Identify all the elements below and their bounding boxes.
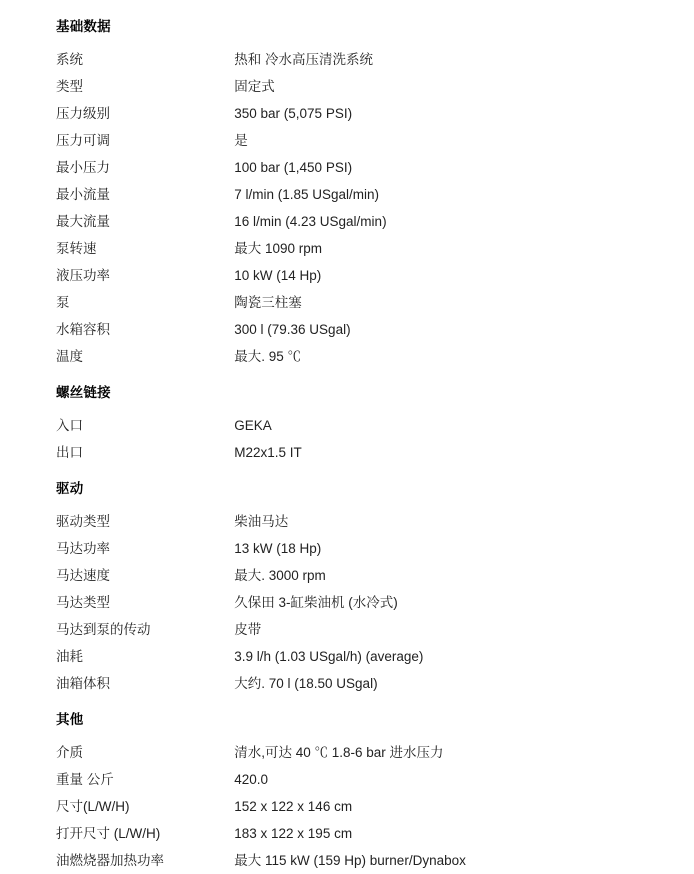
spec-row <box>0 820 694 847</box>
spec-value: 420.0 <box>234 772 269 787</box>
spec-label: 最大流量 <box>56 214 110 229</box>
spec-row <box>0 100 694 127</box>
spec-label: 最小流量 <box>56 187 110 202</box>
spec-table <box>0 739 694 874</box>
spec-label: 马达类型 <box>56 595 110 610</box>
spec-label: 介质 <box>56 745 83 760</box>
spec-value: 13 kW (18 Hp) <box>234 541 322 556</box>
spec-value: M22x1.5 IT <box>234 445 302 460</box>
spec-value: 大约. 70 l (18.50 USgal) <box>234 676 378 691</box>
spec-row <box>0 46 694 73</box>
spec-group-other <box>0 711 694 874</box>
spec-value: 最大. 3000 rpm <box>234 568 326 583</box>
spec-label: 油箱体积 <box>56 676 110 691</box>
spec-value: 300 l (79.36 USgal) <box>234 322 351 337</box>
spec-value: 清水,可达 40 ℃ 1.8-6 bar 进水压力 <box>234 745 444 760</box>
spec-value: 最大 115 kW (159 Hp) burner/Dynabox <box>234 853 466 868</box>
spec-value: 久保田 3-缸柴油机 (水冷式) <box>234 595 398 610</box>
spec-label: 水箱容积 <box>56 322 110 337</box>
section-heading: 基础数据 <box>56 19 111 34</box>
spec-value: 10 kW (14 Hp) <box>234 268 322 283</box>
spec-label: 重量 公斤 <box>56 772 114 787</box>
spec-row <box>0 289 694 316</box>
spec-label: 压力级别 <box>56 106 110 121</box>
spec-label: 压力可调 <box>56 133 110 148</box>
spec-label: 驱动类型 <box>56 514 110 529</box>
section-heading: 驱动 <box>56 481 84 496</box>
spec-table <box>0 412 694 466</box>
spec-row <box>0 793 694 820</box>
spec-row <box>0 643 694 670</box>
section-heading: 其他 <box>56 712 84 727</box>
spec-group-basic-data <box>0 18 694 370</box>
spec-row <box>0 127 694 154</box>
spec-label: 类型 <box>56 79 83 94</box>
spec-row <box>0 562 694 589</box>
spec-value: 热和 冷水高压清洗系统 <box>234 52 374 67</box>
spec-value: GEKA <box>234 418 272 433</box>
spec-value: 16 l/min (4.23 USgal/min) <box>234 214 387 229</box>
spec-label: 液压功率 <box>56 268 110 283</box>
spec-label: 打开尺寸 (L/W/H) <box>56 826 161 841</box>
spec-value: 是 <box>234 133 248 148</box>
spec-label: 马达到泵的传动 <box>56 622 151 637</box>
spec-value: 皮带 <box>234 622 262 637</box>
spec-row <box>0 235 694 262</box>
spec-row <box>0 439 694 466</box>
spec-value: 350 bar (5,075 PSI) <box>234 106 353 121</box>
spec-label: 入口 <box>56 418 83 433</box>
spec-value: 183 x 122 x 195 cm <box>234 826 353 841</box>
spec-value: 100 bar (1,450 PSI) <box>234 160 353 175</box>
spec-row <box>0 343 694 370</box>
spec-label: 马达速度 <box>56 568 110 583</box>
spec-row <box>0 262 694 289</box>
spec-row <box>0 670 694 697</box>
spec-row <box>0 616 694 643</box>
spec-row <box>0 208 694 235</box>
spec-row <box>0 154 694 181</box>
spec-table <box>0 508 694 697</box>
spec-label: 温度 <box>56 349 83 364</box>
spec-value: 3.9 l/h (1.03 USgal/h) (average) <box>234 649 424 664</box>
spec-label: 油燃烧器加热功率 <box>56 853 164 868</box>
spec-row <box>0 508 694 535</box>
spec-label: 尺寸(L/W/H) <box>56 799 130 814</box>
spec-value: 固定式 <box>234 79 275 94</box>
spec-row <box>0 316 694 343</box>
spec-row <box>0 847 694 874</box>
section-heading: 螺丝链接 <box>56 385 111 400</box>
spec-row <box>0 589 694 616</box>
spec-row <box>0 73 694 100</box>
spec-group-screw-connections <box>0 384 694 466</box>
spec-label: 系统 <box>56 52 83 67</box>
spec-group-drive <box>0 480 694 697</box>
spec-value: 最大. 95 ℃ <box>234 349 302 364</box>
spec-row <box>0 739 694 766</box>
spec-label: 马达功率 <box>56 541 110 556</box>
spec-value: 柴油马达 <box>234 514 289 529</box>
spec-value: 7 l/min (1.85 USgal/min) <box>234 187 380 202</box>
spec-value: 最大 1090 rpm <box>234 241 323 256</box>
spec-row <box>0 766 694 793</box>
spec-label: 油耗 <box>56 649 83 664</box>
spec-table <box>0 46 694 370</box>
spec-row <box>0 535 694 562</box>
spec-label: 泵转速 <box>56 241 97 256</box>
spec-row <box>0 181 694 208</box>
spec-value: 陶瓷三柱塞 <box>234 295 302 310</box>
spec-label: 出口 <box>56 445 83 460</box>
spec-row <box>0 412 694 439</box>
spec-label: 最小压力 <box>56 160 110 175</box>
spec-value: 152 x 122 x 146 cm <box>234 799 353 814</box>
spec-label: 泵 <box>56 295 70 310</box>
